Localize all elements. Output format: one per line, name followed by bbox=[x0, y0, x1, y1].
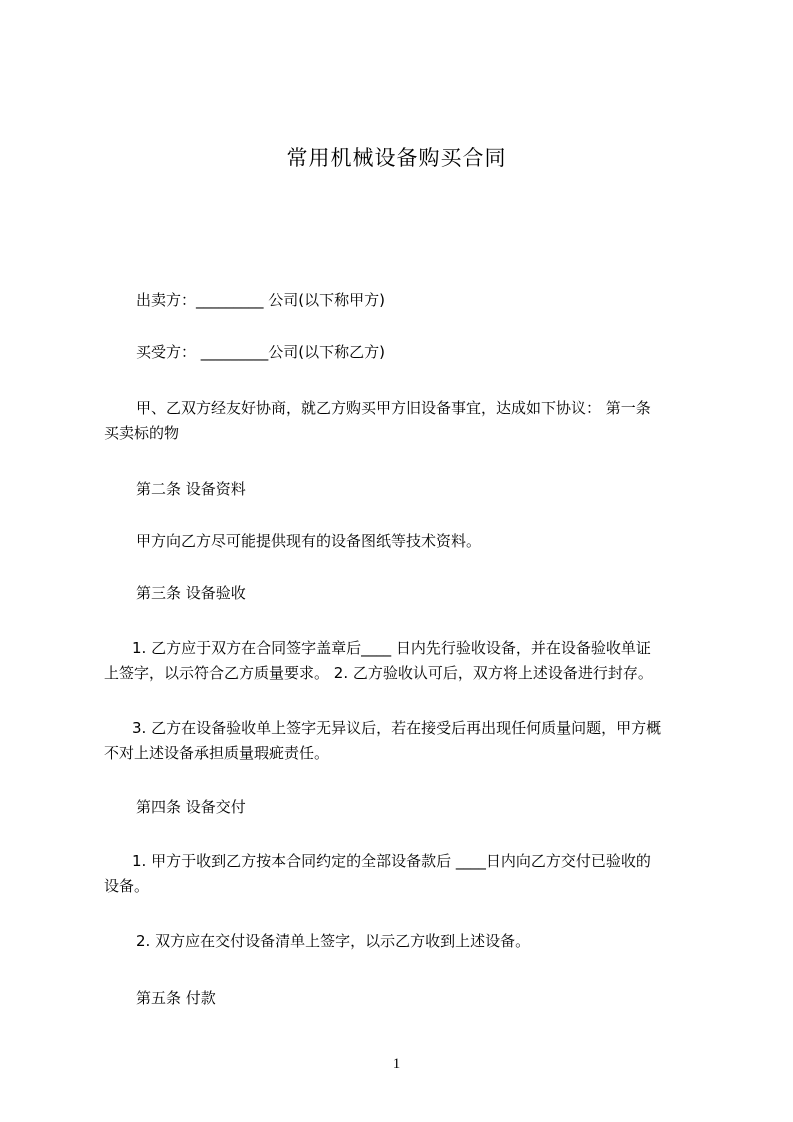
article-4-item-1-line-2: 设备。 bbox=[104, 877, 150, 895]
page-number: 1 bbox=[392, 1056, 401, 1072]
article-3-item-3 bbox=[104, 716, 698, 766]
article-2-text: 甲方向乙方尽可能提供现有的设备图纸等技术资料。 bbox=[136, 532, 482, 550]
article-4-item-2: 2. 双方应在交付设备清单上签字，以示乙方收到上述设备。 bbox=[136, 932, 531, 950]
agreement-intro-line-2: 买卖标的物 bbox=[104, 424, 180, 442]
article-3-item-1-line-2: 上签字，以示符合乙方质量要求。 2. 乙方验收认可后，双方将上述设备进行封存。 bbox=[104, 664, 653, 682]
agreement-intro-line-1: 甲、乙双方经友好协商，就乙方购买甲方旧设备事宜，达成如下协议： 第一条 bbox=[136, 399, 651, 417]
article-3-item-1 bbox=[104, 636, 698, 686]
article-4-item-1 bbox=[104, 849, 698, 899]
agreement-intro bbox=[104, 396, 698, 446]
article-4-heading: 第四条 设备交付 bbox=[136, 798, 246, 816]
buyer-line: 买受方： _________公司(以下称乙方) bbox=[136, 343, 385, 361]
document-title: 常用机械设备购买合同 bbox=[286, 146, 507, 170]
seller-line: 出卖方：_________ 公司(以下称甲方) bbox=[136, 291, 385, 309]
article-3-item-1-line-1: 1. 乙方应于双方在合同签字盖章后____ 日内先行验收设备，并在设备验收单证 bbox=[132, 639, 651, 657]
article-3-item-3-line-2: 不对上述设备承担质量瑕疵责任。 bbox=[104, 744, 330, 762]
article-2-heading: 第二条 设备资料 bbox=[136, 480, 246, 498]
article-3-item-3-line-1: 3. 乙方在设备验收单上签字无异议后，若在接受后再出现任何质量问题，甲方概 bbox=[132, 719, 662, 737]
article-5-heading: 第五条 付款 bbox=[136, 989, 216, 1007]
article-4-item-1-line-1: 1. 甲方于收到乙方按本合同约定的全部设备款后 ____日内向乙方交付已验收的 bbox=[132, 852, 651, 870]
article-3-heading: 第三条 设备验收 bbox=[136, 584, 246, 602]
